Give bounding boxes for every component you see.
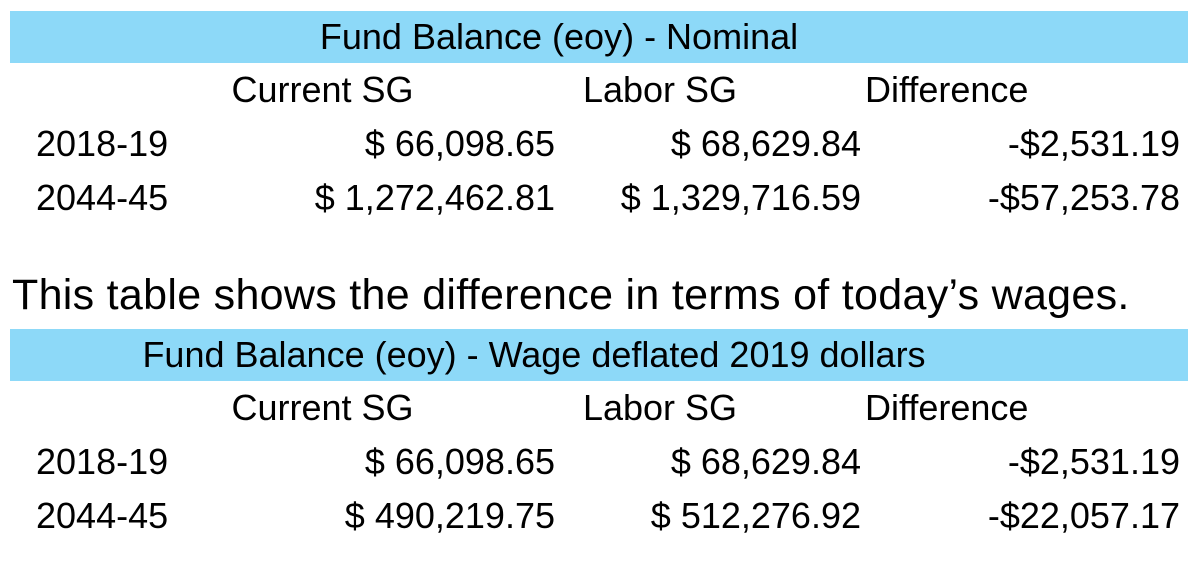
wage-deflated-table-grid: [10, 381, 1188, 543]
table-row: [10, 435, 1188, 489]
wage-deflated-table-title-band: [10, 329, 1188, 381]
nominal-table-title-band: [10, 11, 1188, 63]
labor-sg-column-header: Labor SG: [582, 387, 738, 428]
current-sg-column-header: Current SG: [231, 387, 414, 428]
current-sg-cell: $ 66,098.65: [364, 441, 555, 482]
difference-cell: -$2,531.19: [1007, 441, 1180, 482]
labor-sg-cell: $ 68,629.84: [670, 123, 861, 164]
table-row: [10, 117, 1188, 171]
current-sg-cell: $ 1,272,462.81: [314, 177, 555, 218]
table-row: [10, 489, 1188, 543]
year-cell: 2018-19: [36, 441, 169, 482]
current-sg-cell: $ 490,219.75: [344, 495, 555, 536]
wage-deflated-table: [10, 329, 1188, 543]
current-sg-column-header: Current SG: [231, 69, 414, 110]
labor-sg-cell: $ 68,629.84: [670, 441, 861, 482]
year-column-header: [10, 381, 210, 435]
table-row: [10, 171, 1188, 225]
current-sg-cell: $ 66,098.65: [364, 123, 555, 164]
wage-deflated-table-title: Fund Balance (eoy) - Wage deflated 2019 dollars: [142, 334, 926, 375]
header-row: [10, 63, 1188, 117]
labor-sg-cell: $ 512,276.92: [650, 495, 861, 536]
difference-column-header: Difference: [865, 69, 1029, 110]
difference-cell: -$22,057.17: [987, 495, 1180, 536]
difference-column-header: Difference: [865, 387, 1029, 428]
year-cell: 2018-19: [36, 123, 169, 164]
labor-sg-column-header: Labor SG: [582, 69, 738, 110]
difference-cell: -$57,253.78: [987, 177, 1180, 218]
year-cell: 2044-45: [36, 495, 169, 536]
nominal-table: [10, 11, 1188, 225]
note-text: This table shows the difference in terms of today’s wages.: [12, 271, 1130, 319]
year-column-header: [10, 63, 210, 117]
difference-cell: -$2,531.19: [1007, 123, 1180, 164]
year-cell: 2044-45: [36, 177, 169, 218]
nominal-table-title: Fund Balance (eoy) - Nominal: [319, 16, 799, 57]
nominal-table-grid: [10, 63, 1188, 225]
labor-sg-cell: $ 1,329,716.59: [620, 177, 861, 218]
header-row: [10, 381, 1188, 435]
